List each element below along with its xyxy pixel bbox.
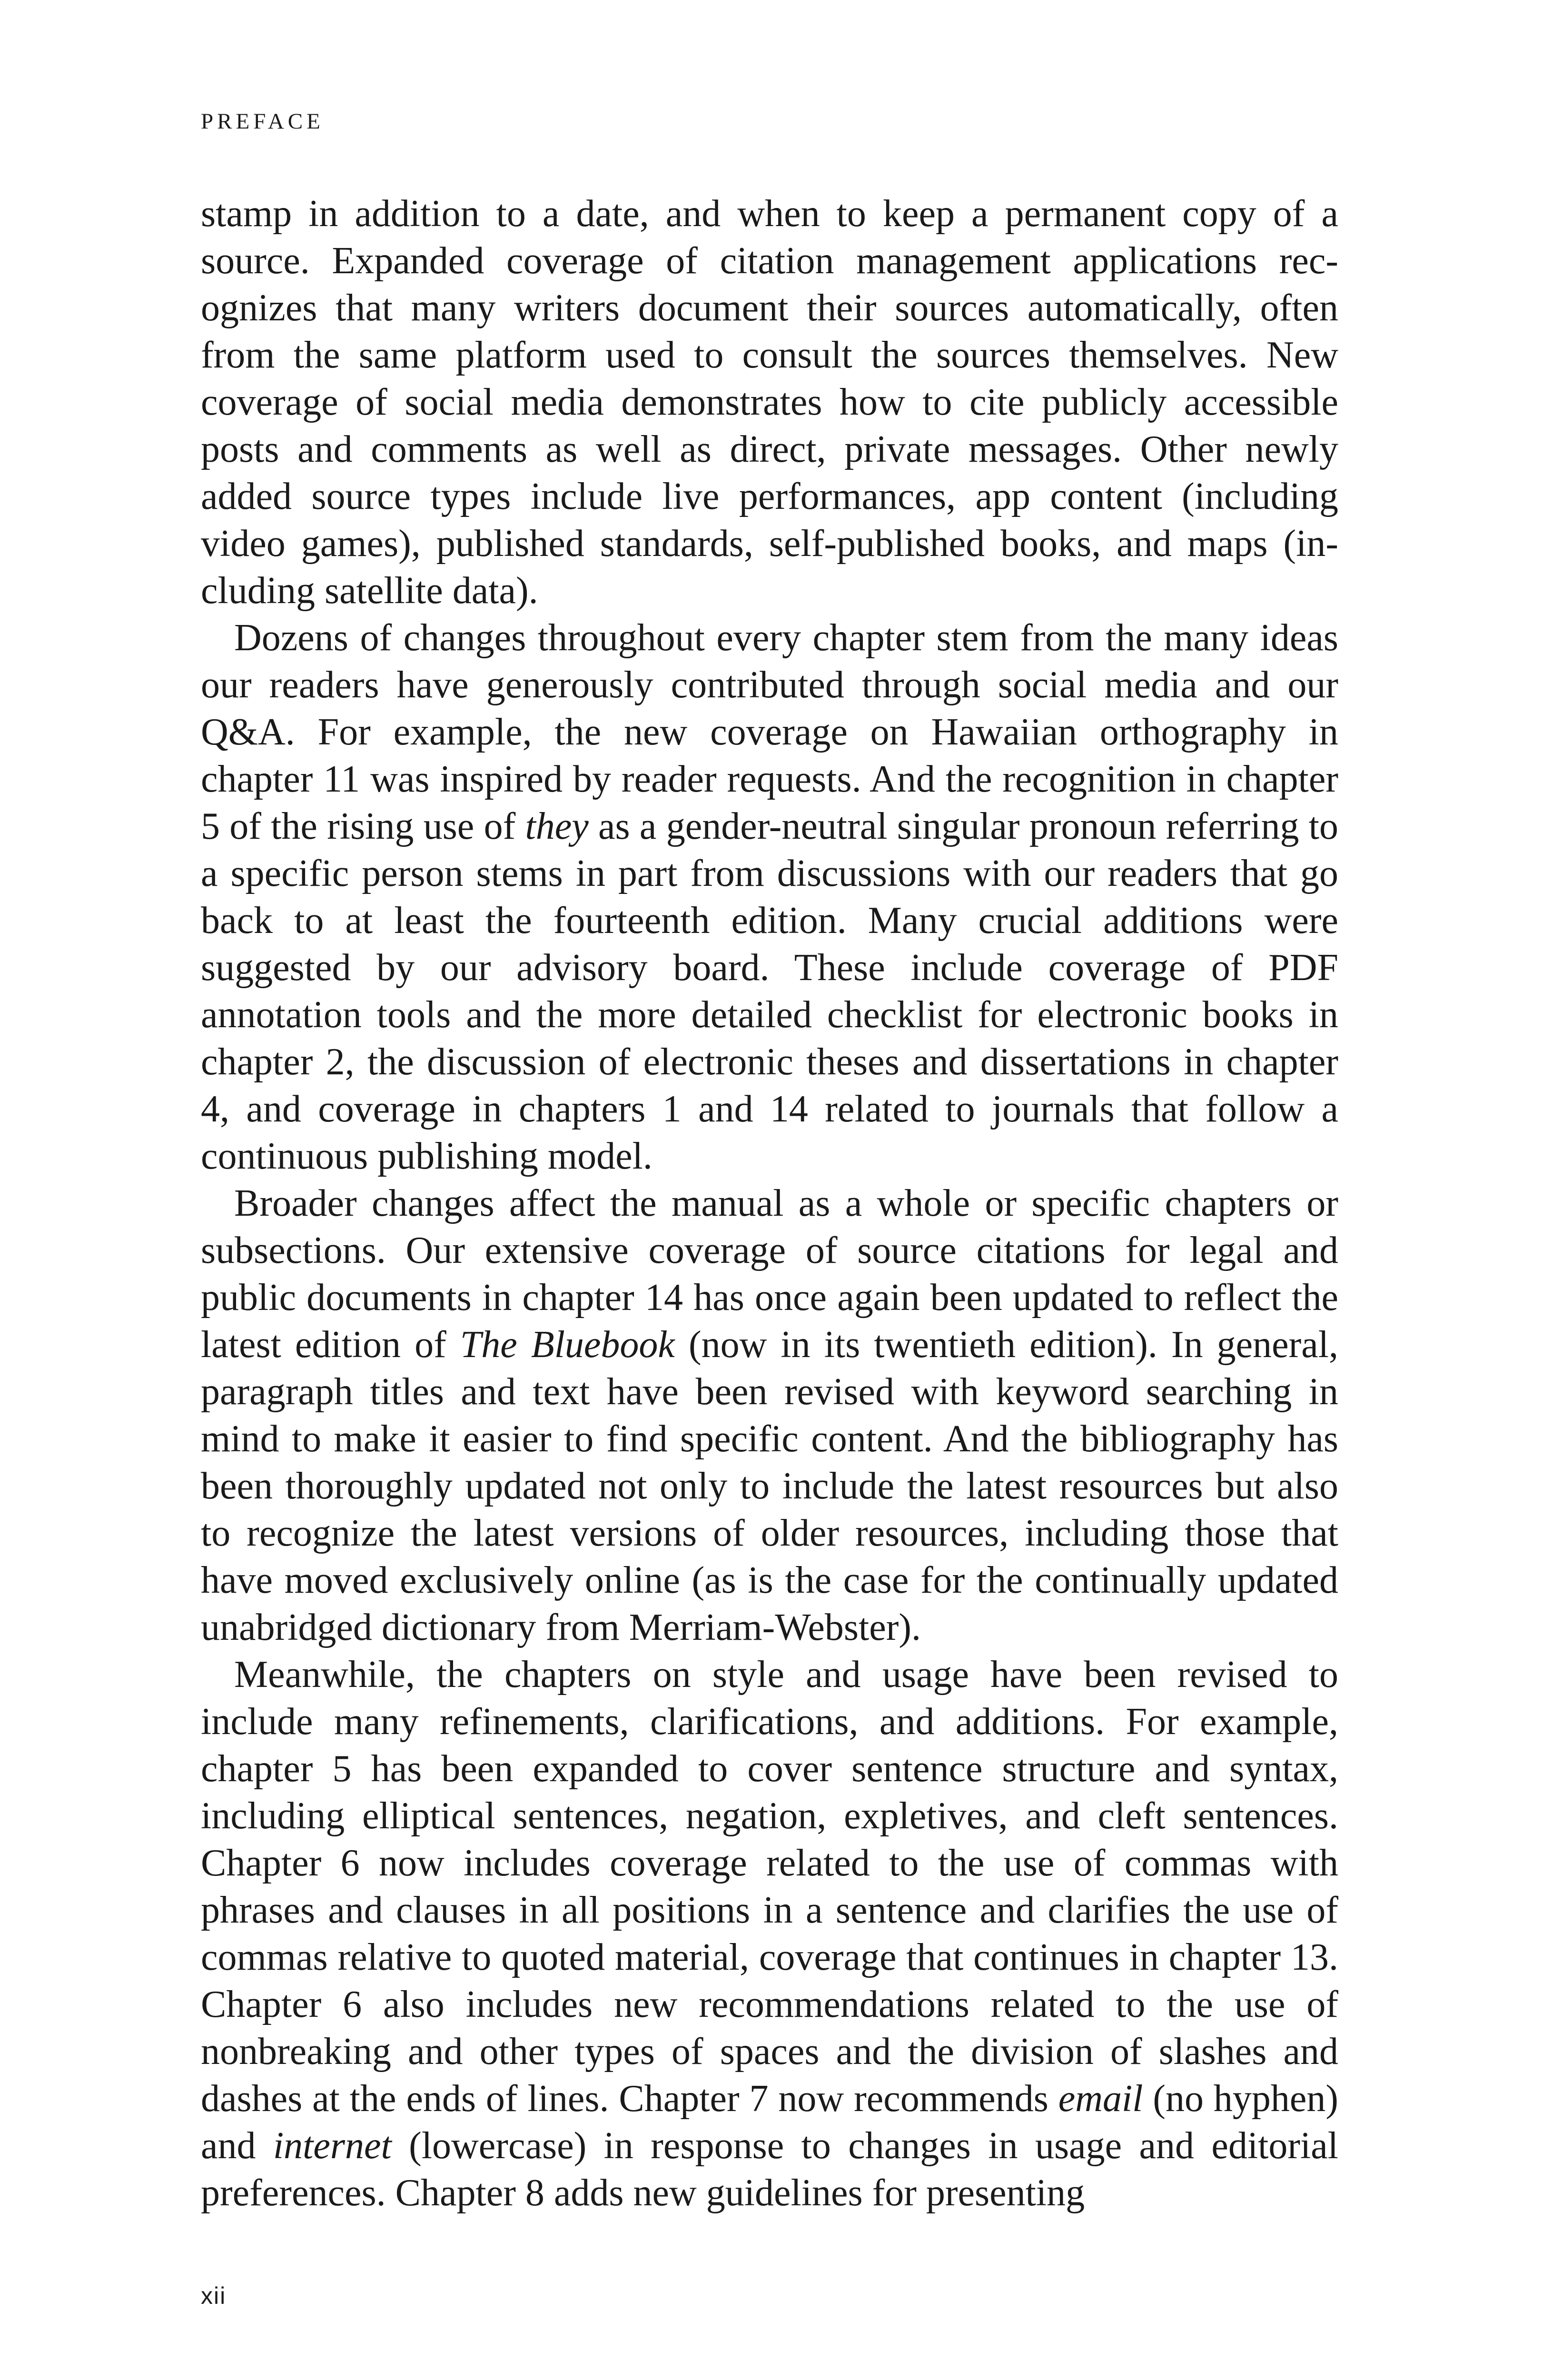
text-run: (no hyphen) and	[201, 2078, 1339, 2167]
text-run: Meanwhile, the chapters on style and usage have been revised to include many refinements, clarifications, and additions. For example, chapter 5 has been expanded to cover sentence structure and syntax, including elliptical sentences, negation, expletives, and cleft sentences. Chapter 6 now includes coverage related to the use of commas with phrases and clauses in all positions in a sentence and clarifies the use of commas relative to quoted material, coverage that continues in chapter 13. Chapter 6 also includes new recommendations related to the use of nonbreaking and other types of spaces and the division of slashes and dashes at the ends of lines. Chapter 7 now recommends	[201, 1654, 1338, 2120]
text-run: as a gender-neutral singular pronoun referring to a specific person stems in part from discussions with our readers that go back to at least the fourteenth edition. Many crucial additions were suggested by our advisory board. These include coverage of PDF annotation tools and the more detailed checklist for electronic books in chapter 2, the discussion of electronic theses and dissertations in chapter 4, and coverage in chapters 1 and 14 related to journals that follow a continuous publishing model.	[201, 805, 1338, 1177]
italic-term: The Bluebook	[460, 1324, 675, 1366]
paragraph	[201, 615, 1338, 1180]
italic-term: internet	[273, 2125, 392, 2167]
text-run: (now in its twentieth edition). In general, paragraph titles and text have been revised with keyword searching in mind to make it easier to find specific content. And the bibliography has been thoroughly updated not only to include the latest resources but also to recognize the latest versions of older resources, including those that have moved exclusively online (as is the case for the continually updated unabridged dictionary from Merriam-Webster).	[201, 1324, 1339, 1648]
paragraph	[201, 1651, 1338, 2217]
page-number: xii	[201, 2282, 227, 2309]
text-run: stamp in addition to a date, and when to keep a permanent copy of a source. Expanded coverage of citation management applications recognizes that many writers document their sources automatically, often from the same platform used to consult the sources themselves. New coverage of social media demonstrates how to cite publicly accessible posts and comments as well as direct, private messages. Other newly added source types include live performances, app content (including video games), published standards, self-published books, and maps (including satellite data).	[201, 193, 1338, 612]
paragraph	[201, 1180, 1338, 1651]
paragraph	[201, 190, 1338, 615]
text-run: Dozens of changes throughout every chapter stem from the many ideas our readers have generously contributed through social media and our Q&A. For example, the new coverage on Hawaiian orthography in chapter 11 was inspired by reader requests. And the recognition in chapter 5 of the rising use of	[201, 617, 1338, 847]
italic-term: they	[525, 805, 589, 847]
text-run: (lowercase) in response to changes in usage and editorial preferences. Chapter 8 adds new guidelines for presenting	[201, 2125, 1338, 2214]
italic-term: email	[1058, 2078, 1143, 2120]
running-head: PREFACE	[201, 109, 324, 134]
text-run: Broader changes affect the manual as a whole or specific chapters or subsections. Our extensive coverage of source citations for legal and public documents in chapter 14 has once again been updated to reflect the latest edition of	[201, 1182, 1338, 1366]
body-text	[201, 190, 1338, 2217]
